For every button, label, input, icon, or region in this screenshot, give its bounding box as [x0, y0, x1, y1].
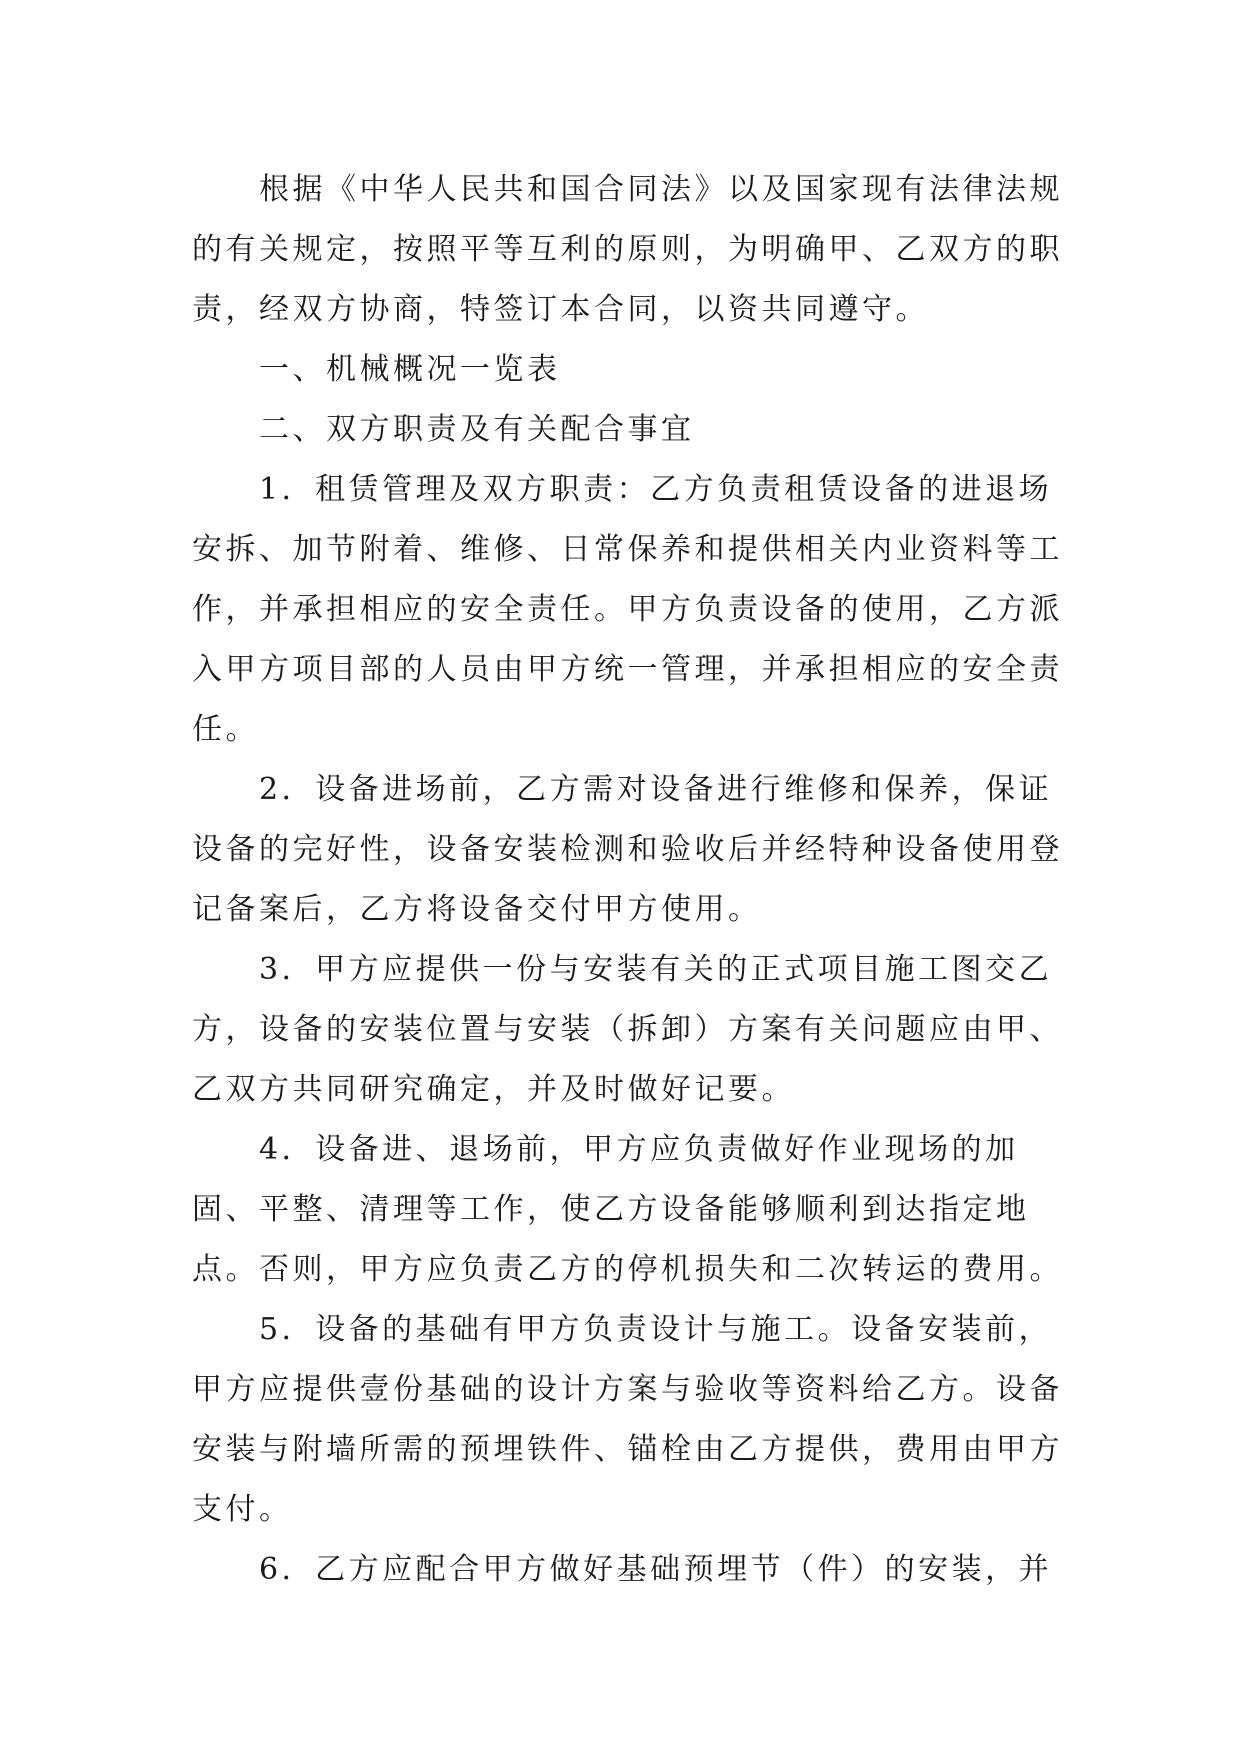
paragraph-item-5: 5．设备的基础有甲方负责设计与施工。设备安装前，甲方应提供壹份基础的设计方案与验收等资料给乙方。设备安装与附墙所需的预埋铁件、锚栓由乙方提供，费用由甲方支付。	[192, 1312, 1063, 1527]
paragraph-item-4: 4．设备进、退场前，甲方应负责做好作业现场的加固、平整、清理等工作，使乙方设备能够顺利到达指定地点。否则，甲方应负责乙方的停机损失和二次转运的费用。	[192, 1132, 1063, 1287]
paragraph-item-3: 3．甲方应提供一份与安装有关的正式项目施工图交乙方，设备的安装位置与安装（拆卸）方案有关问题应由甲、乙双方共同研究确定，并及时做好记要。	[192, 952, 1063, 1107]
document-body	[192, 160, 1072, 1600]
paragraph-item-6: 6．乙方应配合甲方做好基础预埋节（件）的安装，并	[259, 1552, 1053, 1587]
paragraph-item-2: 2．设备进场前，乙方需对设备进行维修和保养，保证设备的完好性，设备安装检测和验收后并经特种设备使用登记备案后，乙方将设备交付甲方使用。	[192, 772, 1063, 927]
paragraph-item-1: 1．租赁管理及双方职责：乙方负责租赁设备的进退场安拆、加节附着、维修、日常保养和提供相关内业资料等工作，并承担相应的安全责任。甲方负责设备的使用，乙方派入甲方项目部的人员由甲方统一管理，并承担相应的安全责任。	[192, 472, 1063, 747]
paragraph-intro: 根据《中华人民共和国合同法》以及国家现有法律法规的有关规定，按照平等互利的原则，为明确甲、乙双方的职责，经双方协商，特签订本合同，以资共同遵守。	[192, 172, 1063, 327]
paragraph-section-2-heading: 二、双方职责及有关配合事宜	[259, 412, 695, 447]
paragraph-section-1-heading: 一、机械概况一览表	[259, 352, 561, 387]
